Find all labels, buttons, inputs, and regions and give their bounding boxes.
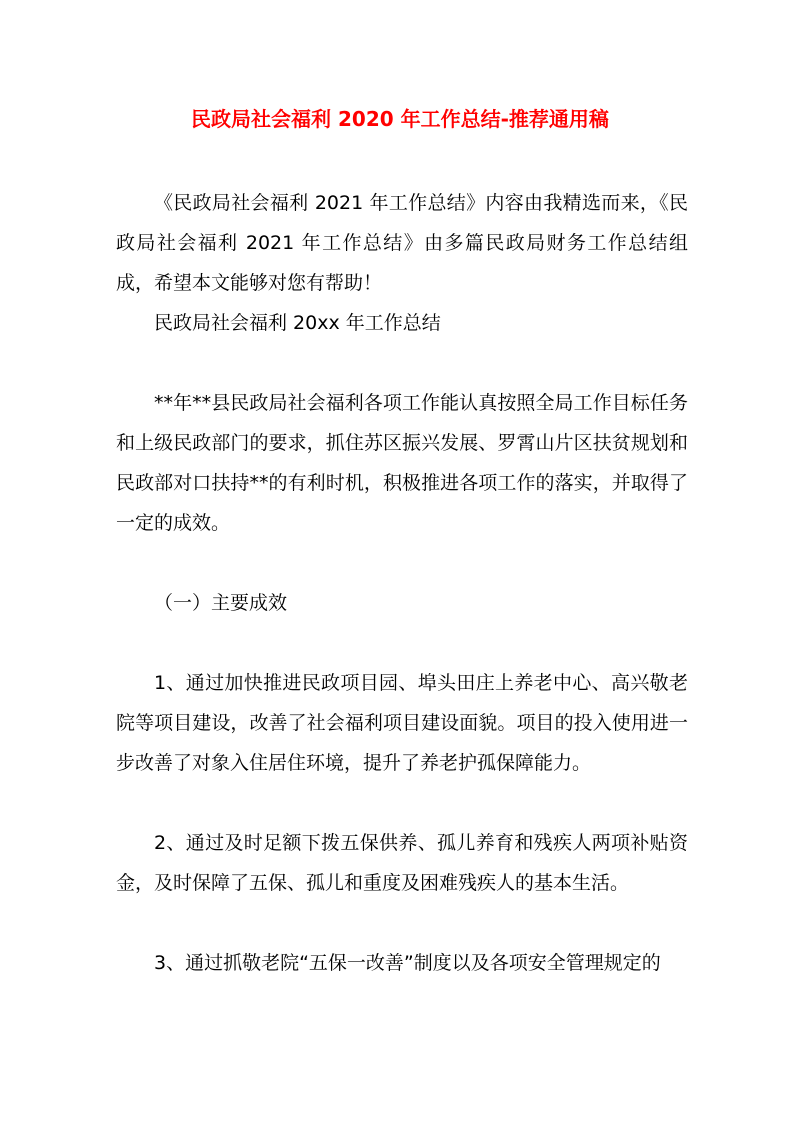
- paragraph-spacer: [116, 623, 688, 663]
- paragraph-spacer: [116, 343, 688, 383]
- paragraph-spacer: [116, 783, 688, 823]
- paragraph-spacer: [116, 543, 688, 583]
- section-heading: （一）主要成效: [154, 592, 288, 614]
- list-item-3: 3、通过抓敬老院“五保一改善”制度以及各项安全管理规定的: [154, 952, 661, 974]
- list-item-1: 1、通过加快推进民政项目园、埠头田庄上养老中心、高兴敬老院等项目建设，改善了社会福利项目建设面貌。项目的投入使用进一步改善了对象入住居住环境，提升了养老护孤保障能力。: [116, 672, 688, 774]
- intro-paragraph: 《民政局社会福利 2021 年工作总结》内容由我精选而来，《民政局社会福利 2021 年工作总结》由多篇民政局财务工作总结组成，希望本文能够对您有帮助！: [116, 192, 688, 294]
- paragraph-spacer: [116, 903, 688, 943]
- document-title: 民政局社会福利 2020 年工作总结-推荐通用稿: [191, 107, 609, 131]
- subtitle-paragraph: 民政局社会福利 20xx 年工作总结: [154, 312, 441, 334]
- overview-paragraph: **年**县民政局社会福利各项工作能认真按照全局工作目标任务和上级民政部门的要求，抓住苏区振兴发展、罗霄山片区扶贫规划和民政部对口扶持**的有利时机，积极推进各项工作的落实，并取得了一定的成效。: [116, 392, 688, 534]
- list-item-2: 2、通过及时足额下拨五保供养、孤儿养育和残疾人两项补贴资金，及时保障了五保、孤儿和重度及困难残疾人的基本生活。: [116, 832, 688, 894]
- document-body: [116, 183, 688, 983]
